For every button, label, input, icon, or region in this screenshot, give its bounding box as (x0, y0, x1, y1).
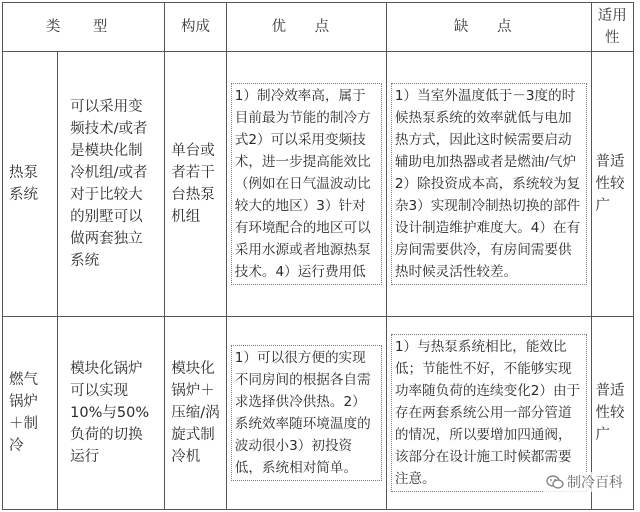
row-disadvantages (386, 52, 591, 317)
row-applicable: 普适性较广 (591, 52, 633, 317)
advantages-text: 1）可以很方便的实现不同房间的根据各自需求选择供冷供热。2）系统效率随环境温度的波动很小3）初投资低，系统相对简单。 (231, 345, 382, 481)
table-row (3, 52, 634, 317)
advantages-text: 1）制冷效率高，属于目前最为节能的制冷方式2）可以采用变频技术，进一步提高能效比（例如在日气温波动比较大的地区）3）针对有环境配合的地区可以采用水源或者地源热泵技术。4）运行费用低 (231, 83, 382, 285)
header-composition: 构成 (165, 3, 227, 52)
row-advantages (226, 52, 386, 317)
disadvantages-text: 1）当室外温度低于－3度的时候热泵系统的效率就低与电加热方式，因此这时候需要启动辅助电加热器或者是燃油/气炉2）除投资成本高，系统较为复杂3）实现制冷制热切换的部件设计制造维护难度大。4）在有房间需要供冷，有房间需要供热时候灵活性较差。 (391, 83, 587, 285)
watermark (543, 472, 626, 492)
wechat-icon (546, 475, 564, 489)
watermark-text: 制冷百科 (567, 475, 623, 491)
comparison-table (2, 2, 634, 510)
header-row (3, 3, 634, 52)
header-disadvantages: 缺 点 (386, 3, 591, 52)
row-type-label: 燃气锅炉＋制冷 (3, 317, 58, 510)
row-advantages (226, 317, 386, 510)
row-applicable: 普适性较广 (591, 317, 633, 510)
disadvantages-text: 1）与热泵系统相比，能效比低；节能性不好，不能够实现功率随负荷的连续变化2）由于存在两套系统公用一部分管道的情况，所以要增加四通阀，该部分在设计施工时候都需要注意。 (391, 334, 587, 492)
row-description: 可以采用变频技术/或者是模块化制冷机组/或者对于比较大的别墅可以做两套独立系统 (58, 52, 165, 317)
table-row (3, 317, 634, 510)
row-composition: 单台或者若干台热泵机组 (165, 52, 227, 317)
header-advantages: 优 点 (226, 3, 386, 52)
row-description: 模块化锅炉可以实现10%与50%负荷的切换运行 (58, 317, 165, 510)
header-type: 类 型 (3, 3, 165, 52)
row-composition: 模块化锅炉＋压缩/涡旋式制冷机 (165, 317, 227, 510)
row-type-label: 热泵系统 (3, 52, 58, 317)
header-applicable: 适用性 (591, 3, 633, 52)
